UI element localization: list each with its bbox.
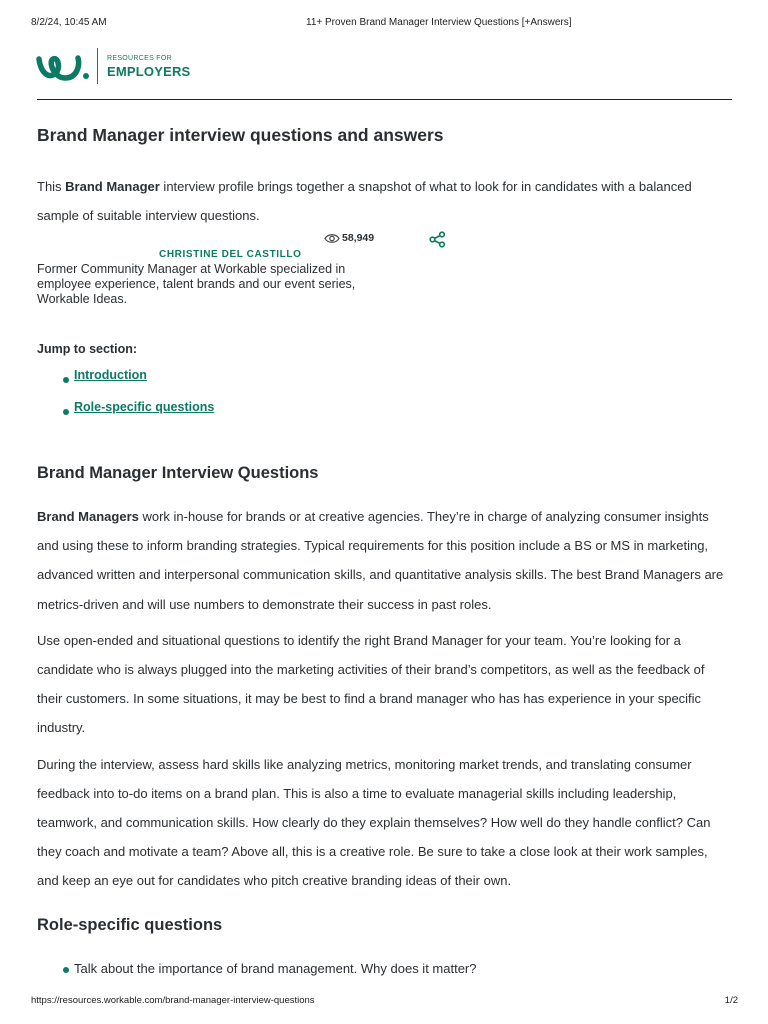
jump-item [37, 368, 214, 400]
paragraph-1-bold: Brand Managers [37, 509, 139, 524]
question-item: Talk about the importance of brand management. Why does it matter? [37, 958, 477, 980]
role-questions [37, 958, 477, 980]
page-title: Brand Manager interview questions and answers [37, 125, 444, 145]
jump-link-introduction[interactable]: Introduction [74, 368, 147, 382]
author-name[interactable]: CHRISTINE DEL CASTILLO [159, 249, 302, 260]
intro-rest: interview profile brings together a snapshot of what to look for in candidates with a balanced sample of suitable interview questions. [37, 179, 692, 223]
logo-divider [97, 48, 98, 84]
jump-links [37, 368, 214, 431]
view-count-value: 58,949 [342, 232, 375, 244]
header-rule [37, 99, 732, 100]
paragraph-2: Use open-ended and situational questions to identify the right Brand Manager for your team. You’re looking for a candidate who is always plugged into the marketing activities of their brand’s competitors, as well as the feedback of their customers. In some situations, it may be best to find a brand manager who has has experience in your specific industry. [37, 632, 705, 736]
print-url: https://resources.workable.com/brand-manager-interview-questions [31, 995, 315, 1006]
print-page-number: 1/2 [724, 995, 738, 1006]
share-icon [429, 231, 446, 248]
intro-prefix: This [37, 179, 66, 194]
eye-icon [324, 233, 340, 244]
share-button[interactable] [429, 231, 446, 253]
author-bio: Former Community Manager at Workable specialized in employee experience, talent brands and our event series, Workable Ideas. [37, 262, 356, 306]
logo-wordmark: EMPLOYERS [107, 64, 191, 79]
section-heading-interview: Brand Manager Interview Questions [37, 464, 319, 482]
jump-to-section-label: Jump to section: [37, 342, 138, 356]
print-page-title: 11+ Proven Brand Manager Interview Questions [+Answers] [306, 17, 572, 28]
section-heading-role: Role-specific questions [37, 916, 223, 934]
workable-w-icon [36, 52, 90, 82]
jump-link-role-specific[interactable]: Role-specific questions [74, 399, 215, 414]
print-timestamp: 8/2/24, 10:45 AM [31, 17, 107, 28]
jump-item [37, 400, 214, 432]
paragraph-1 [37, 502, 732, 619]
workable-logo[interactable] [36, 48, 196, 86]
intro-paragraph [37, 172, 727, 230]
paragraph-3: During the interview, assess hard skills like analyzing metrics, monitoring market trends, and translating consumer feedback into to-do items on a brand plan. This is also a time to evaluate managerial skills including leadership, teamwork, and communication skills. How clearly do they explain themselves? How well do they handle conflict? Can they coach and motivate a team? Above all, this is a creative role. Be sure to take a close look at their work samples, and keep an eye out for candidates who pitch creative branding ideas of their own. [37, 756, 711, 889]
intro-bold: Brand Manager [65, 179, 160, 194]
paragraph-1-rest: work in-house for brands or at creative agencies. They’re in charge of analyzing consumer insights and using these to inform branding strategies. Typical requirements for this position include a BS or MS in marketing, advanced written and interpersonal communication skills, and quantitative analysis skills. The best Brand Managers are metrics-driven and will use numbers to demonstrate their success in past roles. [37, 509, 724, 612]
section-body [37, 502, 732, 903]
logo-tagline: RESOURCES FOR [107, 55, 172, 62]
view-count [324, 232, 374, 244]
